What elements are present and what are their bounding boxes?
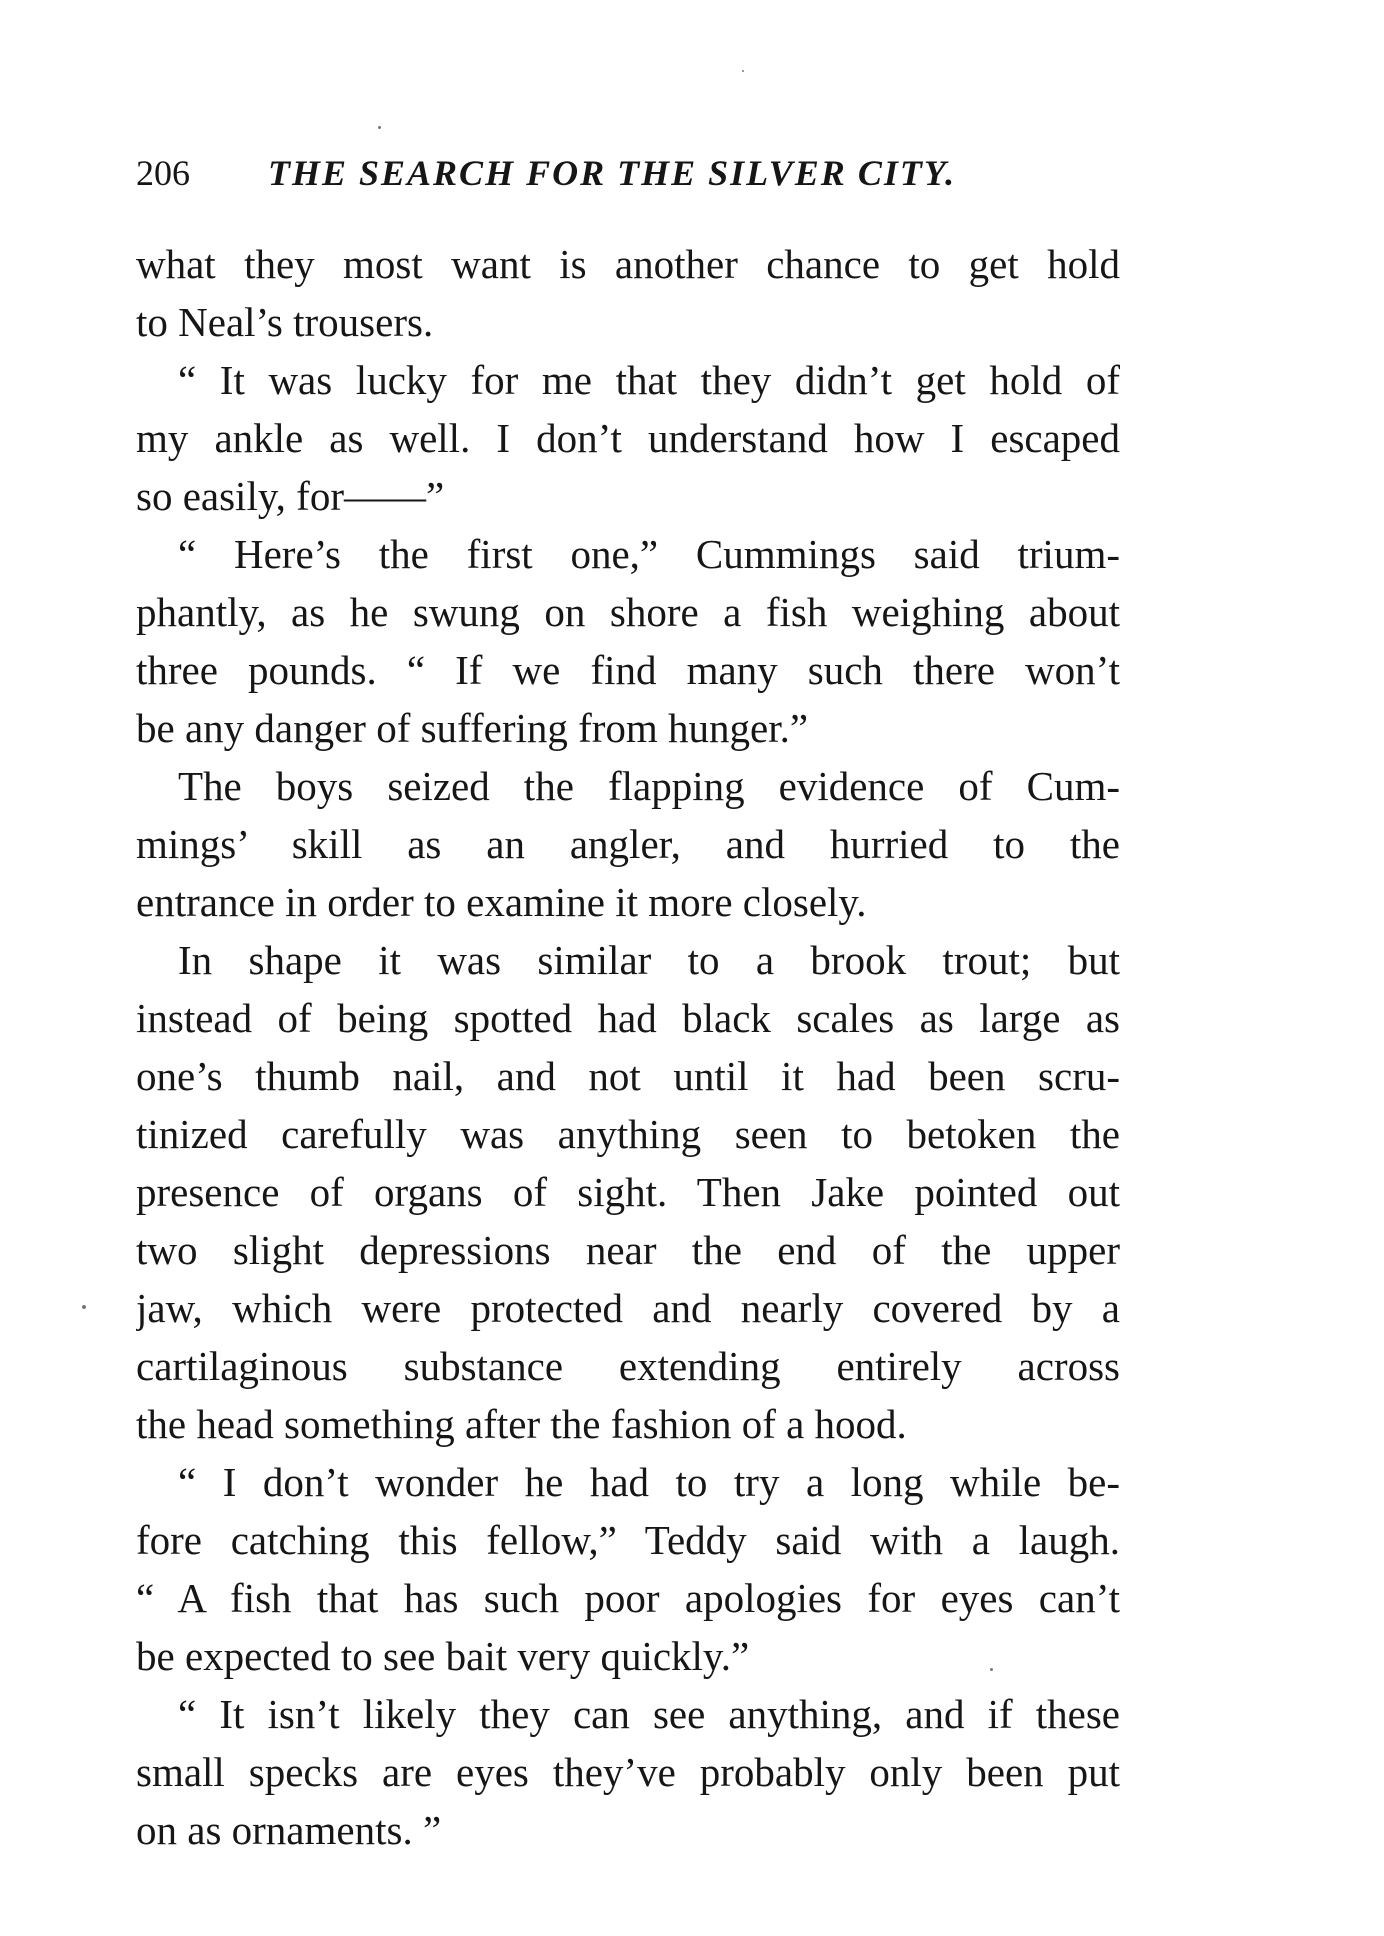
text-line: “ A fish that has such poor apologies for eyes can’t [136, 1575, 1120, 1621]
text-line: “ It isn’t likely they can see anything, and if these [178, 1691, 1120, 1737]
scan-speck [742, 70, 744, 72]
book-title: THE SEARCH FOR THE SILVER CITY. [268, 153, 957, 193]
text-line: cartilaginous substance extending entirely across [136, 1343, 1120, 1389]
text-line: tinized carefully was anything seen to betoken the [136, 1111, 1120, 1157]
text-line: be any danger of suffering from hunger.” [136, 705, 809, 751]
text-line: In shape it was similar to a brook trout; but [178, 937, 1120, 983]
text-line: the head something after the fashion of a hood. [136, 1401, 907, 1447]
scan-speck [378, 126, 381, 129]
text-line: mings’ skill as an angler, and hurried to the [136, 821, 1120, 867]
text-line: on as ornaments. ” [136, 1807, 442, 1853]
text-line: two slight depressions near the end of the upper [136, 1227, 1120, 1273]
text-line: three pounds. “ If we find many such there won’t [136, 647, 1120, 693]
text-line: jaw, which were protected and nearly covered by a [136, 1285, 1120, 1331]
page-number: 206 [136, 153, 190, 193]
running-head [136, 148, 1136, 198]
text-line: one’s thumb nail, and not until it had been scru- [136, 1053, 1120, 1099]
text-line: my ankle as well. I don’t understand how I escaped [136, 415, 1120, 461]
text-line: “ It was lucky for me that they didn’t get hold of [178, 357, 1120, 403]
text-line: fore catching this fellow,” Teddy said with a laugh. [136, 1517, 1120, 1563]
text-line: presence of organs of sight. Then Jake pointed out [136, 1169, 1120, 1215]
text-line: so easily, for——” [136, 473, 445, 519]
text-line: “ I don’t wonder he had to try a long while be- [178, 1459, 1120, 1505]
text-line: phantly, as he swung on shore a fish weighing about [136, 589, 1120, 635]
scan-speck [990, 1668, 993, 1671]
text-line: instead of being spotted had black scales as large as [136, 995, 1120, 1041]
text-line: be expected to see bait very quickly.” [136, 1633, 750, 1679]
text-line: to Neal’s trousers. [136, 299, 434, 345]
scan-speck [82, 1305, 86, 1309]
text-line: entrance in order to examine it more closely. [136, 879, 867, 925]
text-line: “ Here’s the first one,” Cummings said trium- [178, 531, 1120, 577]
text-line: small specks are eyes they’ve probably only been put [136, 1749, 1120, 1795]
text-line: The boys seized the flapping evidence of Cum- [178, 763, 1120, 809]
text-line: what they most want is another chance to get hold [136, 241, 1120, 287]
